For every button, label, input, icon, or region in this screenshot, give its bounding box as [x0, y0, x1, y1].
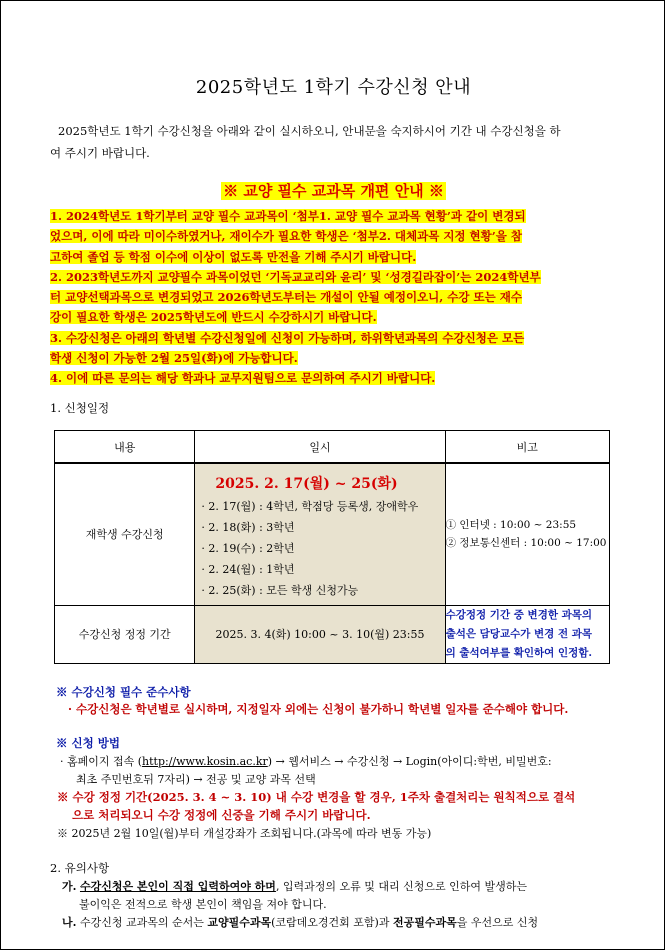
day-item: · 2. 19(수) : 2학년 [201, 542, 295, 555]
remarks-cell [445, 605, 609, 663]
row-label: 재학생 수강신청 [55, 463, 195, 605]
notice-title [0, 180, 667, 201]
item-text: 수강신청 교과목의 순서는 [79, 916, 208, 929]
compliance-text: · 수강신청은 학년별로 실시하며, 지정일자 외에는 신청이 불가하니 학년별 일자를 준수해야 합니다. [68, 702, 569, 716]
remark-item: ② 정보통신센터 : 10:00 ~ 17:00 [445, 537, 607, 550]
section2-heading: 2. 유의사항 [50, 861, 110, 875]
header-content: 내용 [55, 431, 195, 464]
day-item: · 2. 25(화) : 모든 학생 신청가능 [201, 584, 359, 597]
intro-line: 여 주시기 바랍니다. [50, 146, 150, 160]
item-label: 나. [62, 916, 77, 929]
day-item: · 2. 24(월) : 1학년 [201, 563, 295, 576]
date-cell [195, 463, 445, 605]
item-label: 가. [62, 880, 77, 893]
intro-line: 2025학년도 1학기 수강신청을 아래와 같이 실시하오니, 안내문을 숙지하시어 기간 내 수강신청을 하 [58, 124, 561, 138]
table-header-row [55, 431, 610, 464]
item-text: 을 우선으로 신청 [456, 916, 539, 929]
date-range: 2025. 2. 17(월) ~ 25(화) [215, 476, 398, 492]
remark-item: 의 출석여부를 확인하여 인정함. [445, 646, 593, 659]
method-line: 최초 주민번호뒤 7자리) → 전공 및 교양 과목 선택 [76, 773, 316, 786]
remarks-cell [445, 463, 609, 605]
notice-body [50, 206, 541, 389]
info-line: ※ 2025년 2월 10일(월)부터 개설강좌가 조회됩니다.(과목에 따라 변동 가능) [57, 827, 432, 840]
homepage-link[interactable]: http://www.kosin.ac.kr [142, 755, 268, 768]
intro-paragraph [50, 120, 625, 164]
header-datetime: 일시 [195, 431, 445, 464]
schedule-table [54, 430, 610, 664]
emphasis-text: 전공필수과목 [392, 916, 457, 929]
compliance-heading: ※ 수강신청 필수 준수사항 [56, 685, 191, 699]
notice-line: 고하여 졸업 등 학점 이수에 이상이 없도록 만전을 기해 주시기 바랍니다. [50, 249, 417, 264]
caution-item-a [62, 878, 527, 894]
caution-item-a-cont: 불이익은 전적으로 학생 본인이 책임을 져야 합니다. [79, 898, 327, 911]
remark-item: ① 인터넷 : 10:00 ~ 23:55 [445, 519, 577, 532]
method-heading: ※ 신청 방법 [56, 736, 120, 750]
notice-line: 2. 2023학년도까지 교양필수 과목이었던 ‘기독교교리와 윤리’ 및 ‘성경길라잡이’는 2024학년부 [50, 269, 541, 284]
notice-line: 학생 신청이 가능한 2월 25일(화)에 가능합니다. [50, 351, 298, 366]
notice-line: 강이 필요한 학생은 2025학년도에 반드시 수강하시기 바랍니다. [50, 310, 377, 325]
table-row [55, 605, 610, 663]
method-line [60, 753, 552, 769]
notice-line: 4. 이에 따른 문의는 해당 학과나 교무지원팀으로 문의하여 주시기 바랍니다. [50, 371, 436, 386]
warning-line: ※ 수강 정정 기간(2025. 3. 4 ~ 3. 10) 내 수강 변경을 할 경우, 1주차 출결처리는 원칙적으로 결석 [57, 790, 576, 804]
item-text: , 입력과정의 오류 및 대리 신청으로 인하여 발생하는 [275, 880, 528, 893]
section1-heading: 1. 신청일정 [50, 401, 110, 415]
day-item: · 2. 17(월) : 4학년, 학점당 등록생, 장애학우 [201, 500, 419, 513]
header-remarks: 비고 [445, 431, 609, 464]
caution-item-b [62, 914, 538, 930]
row-label: 수강신청 정정 기간 [55, 605, 195, 663]
remark-item: 출석은 담당교수가 변경 전 과목 [445, 627, 593, 640]
table-row [55, 463, 610, 605]
notice-title-text: ※ 교양 필수 교과목 개편 안내 ※ [223, 182, 444, 200]
method-text: · 홈페이지 접속 ( [60, 755, 143, 768]
notice-line: 3. 수강신청은 아래의 학년별 수강신청일에 신청이 가능하며, 하위학년과목의 수강신청은 모든 [50, 330, 525, 345]
remark-item: 수강정정 기간 중 변경한 과목의 [445, 608, 593, 621]
emphasis-text: 교양필수과목 [207, 916, 272, 929]
method-text: ) → 웹서비스 → 수강신청 → Login(아이디:학번, 비밀번호: [267, 755, 552, 768]
warning-line: 으로 처리되오니 수강 정정에 신중을 기해 주시기 바랍니다. [72, 808, 371, 822]
emphasis-text: 수강신청은 본인이 직접 입력하여야 하며 [79, 880, 276, 893]
date-range: 2025. 3. 4(화) 10:00 ~ 3. 10(월) 23:55 [215, 628, 425, 641]
item-text: (코람데오경건회 포함)과 [271, 916, 393, 929]
notice-line: 1. 2024학년도 1학기부터 교양 필수 교과목이 ‘첨부1. 교양 필수 교과목 현황’과 같이 변경되 [50, 209, 526, 223]
day-list [195, 496, 444, 601]
day-item: · 2. 18(화) : 3학년 [201, 521, 295, 534]
date-cell [195, 605, 445, 663]
notice-line: 터 교양선택과목으로 변경되었고 2026학년도부터는 개설이 안될 예정이오니, 수강 또는 재수 [50, 290, 522, 305]
page-title: 2025학년도 1학기 수강신청 안내 [195, 77, 472, 98]
notice-line: 었으며, 이에 따라 미이수하였거나, 재이수가 필요한 학생은 ‘첨부2. 대체과목 지정 현황’을 참 [50, 229, 522, 244]
